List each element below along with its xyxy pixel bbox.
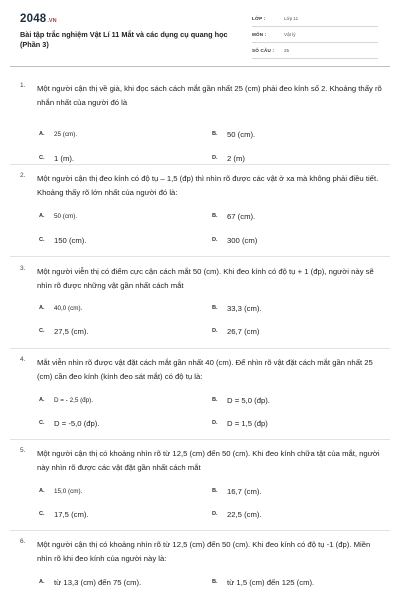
option-text: 26,7 (cm) — [227, 327, 260, 336]
option-text: 1 (m). — [54, 154, 75, 163]
option-letter: C. — [39, 237, 45, 243]
meta-subject-label: MÔN : — [252, 32, 267, 37]
option-letter: C. — [39, 328, 45, 334]
option-letter: B. — [212, 305, 218, 311]
option-letter: A. — [39, 488, 45, 494]
option-text: D = -5,0 (đp). — [54, 419, 100, 428]
document-title: Bài tập trắc nghiệm Vật Lí 11 Mắt và các dụng cụ quang học (Phần 3) — [20, 30, 228, 49]
option-letter: D. — [212, 511, 218, 517]
question-number: 2. — [20, 172, 26, 179]
question-text: Một người cận thị về già, khi đọc sách cách mắt gần nhất 25 (cm) phải đeo kính số 2. Khoảng thấy rõ nhắn nhất của người đó là — [37, 84, 382, 107]
option-letter: B. — [212, 213, 218, 219]
option-text: 33,3 (cm). — [227, 304, 262, 313]
option-text: từ 1,5 (cm) đến 125 (cm). — [227, 578, 315, 587]
meta-class-label: LỚP : — [252, 16, 266, 21]
meta-count-value: 25 — [284, 48, 290, 53]
option-text: 67 (cm). — [227, 212, 256, 221]
option-letter: A. — [39, 131, 45, 137]
question-divider — [10, 348, 390, 349]
question-number: 3. — [20, 265, 26, 272]
option-letter: B. — [212, 131, 218, 137]
question-number: 4. — [20, 356, 26, 363]
option-text: 25 (cm). — [54, 131, 78, 138]
meta-subject-value: Vật lý — [284, 32, 296, 37]
meta-class-value: Lớp 11 — [284, 16, 299, 21]
option-text: D = - 2,5 (đp). — [54, 397, 94, 404]
header-divider — [10, 66, 390, 67]
option-text: D = 1,5 (đp) — [227, 419, 268, 428]
option-text: 40,0 (cm). — [54, 305, 83, 312]
option-letter: A. — [39, 579, 45, 585]
document-meta — [252, 15, 378, 63]
question-divider — [10, 256, 390, 257]
meta-question-count — [252, 47, 378, 59]
option-letter: D. — [212, 328, 218, 334]
meta-subject — [252, 31, 378, 43]
question-number: 6. — [20, 538, 26, 545]
option-text: 50 (cm). — [227, 130, 256, 139]
question-divider — [10, 164, 390, 165]
logo-tld: .VN — [47, 18, 57, 24]
site-logo[interactable] — [20, 13, 57, 25]
question-text: Một người cận thị có khoảng nhìn rõ từ 12,5 (cm) đến 50 (cm). Khi đeo kính chữa tật của mắt, người này nhìn rõ được các vật đặt gần nhất cách mắt — [37, 449, 380, 472]
option-letter: A. — [39, 305, 45, 311]
question-text: Một người viễn thị có điểm cực cận cách mắt 50 (cm). Khi đeo kính có độ tụ + 1 (đp), người này sẽ nhìn rõ được những vật gần nhất cách mắt — [37, 267, 374, 290]
option-text: 22,5 (cm). — [227, 510, 262, 519]
page-header — [0, 0, 400, 62]
logo-text: 2048 — [20, 13, 47, 25]
option-letter: B. — [212, 488, 218, 494]
option-letter: A. — [39, 397, 45, 403]
option-text: 16,7 (cm). — [227, 487, 262, 496]
meta-class — [252, 15, 378, 27]
option-text: 300 (cm) — [227, 236, 258, 245]
meta-count-label: SỐ CÂU : — [252, 48, 275, 53]
option-letter: A. — [39, 213, 45, 219]
question-divider — [10, 530, 390, 531]
option-text: D = 5,0 (đp). — [227, 396, 270, 405]
option-text: 50 (cm). — [54, 213, 78, 220]
question-number: 5. — [20, 447, 26, 454]
option-text: 2 (m) — [227, 154, 245, 163]
question-divider — [10, 439, 390, 440]
question-number: 1. — [20, 82, 26, 89]
option-letter: C. — [39, 511, 45, 517]
option-text: từ 13,3 (cm) đến 75 (cm). — [54, 578, 142, 587]
option-letter: C. — [39, 155, 45, 161]
question-text: Mắt viễn nhìn rõ được vật đặt cách mắt gần nhất 40 (cm). Để nhìn rõ vật đặt cách mắt gần nhất 25 (cm) cần đeo kính (kính đeo sát mắt) có độ tụ là: — [37, 358, 373, 381]
option-text: 15,0 (cm). — [54, 488, 83, 495]
option-letter: D. — [212, 237, 218, 243]
question-text: Một người cận thị có khoảng nhìn rõ từ 12,5 (cm) đến 50 (cm). Khi đeo kính có độ tụ -1 (đp). Miền nhìn rõ khi đeo kính của người này là: — [37, 540, 371, 563]
option-letter: B. — [212, 579, 218, 585]
option-text: 150 (cm). — [54, 236, 87, 245]
option-letter: B. — [212, 397, 218, 403]
option-letter: D. — [212, 155, 218, 161]
option-letter: C. — [39, 420, 45, 426]
option-text: 27,5 (cm). — [54, 327, 89, 336]
option-text: 17,5 (cm). — [54, 510, 89, 519]
question-text: Một người cận thị đeo kính có độ tụ – 1,5 (đp) thì nhìn rõ được các vật ở xa mà không phải điều tiết. Khoảng thấy rõ lớn nhất của người đó là: — [37, 174, 379, 197]
option-letter: D. — [212, 420, 218, 426]
